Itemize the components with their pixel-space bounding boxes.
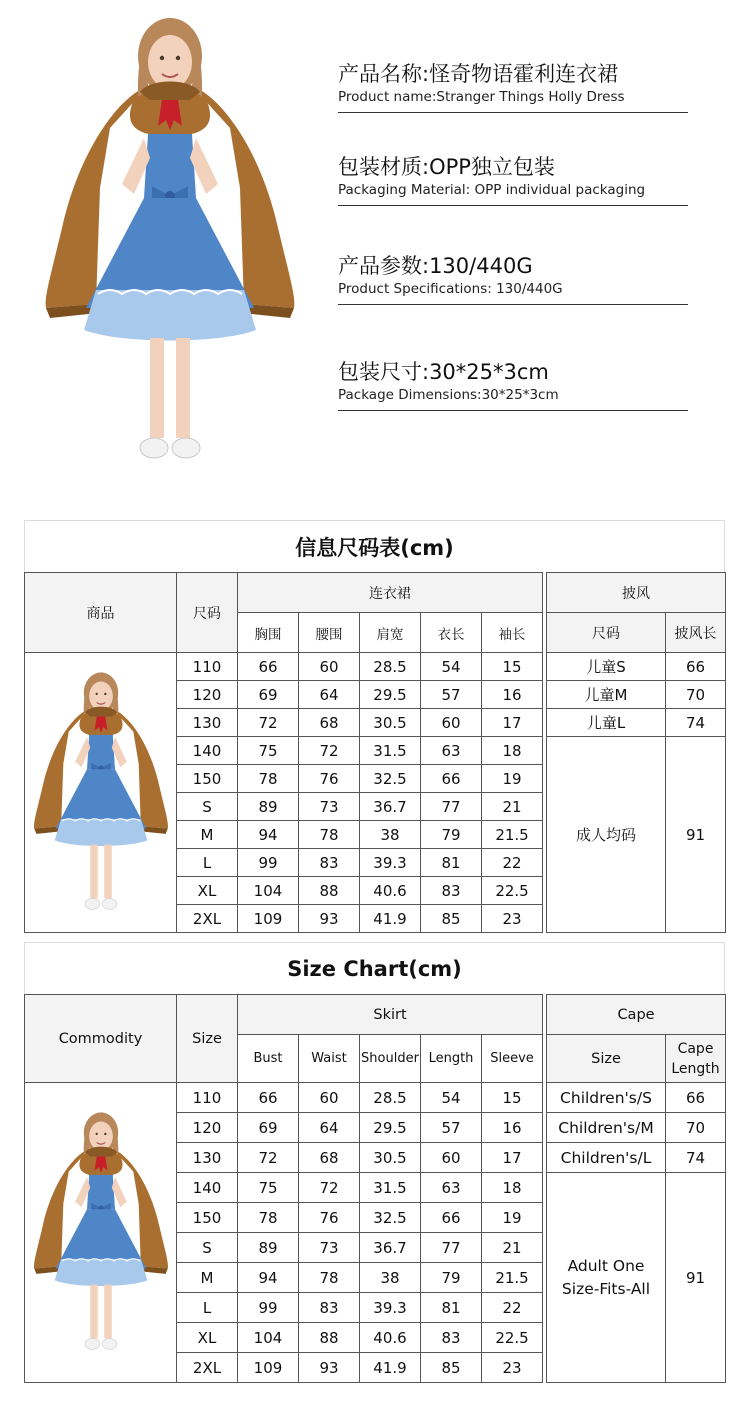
product-specs-block [338, 252, 688, 305]
cape-length-cell: 66 [666, 1083, 726, 1113]
measurement-cell: 39.3 [360, 849, 421, 877]
skirt-size-table-zh [24, 572, 543, 933]
cape-size-table-zh [546, 572, 726, 933]
size-cell: XL [177, 877, 238, 905]
measurement-cell: 16 [482, 681, 543, 709]
cape-adult-size-line1: Adult One [567, 1256, 645, 1275]
measurement-cell: 94 [238, 821, 299, 849]
cape-adult-length-cell: 91 [666, 1173, 726, 1383]
measurement-cell: 75 [238, 737, 299, 765]
cape-size-table-en [546, 994, 726, 1383]
measurement-cell: 22 [482, 849, 543, 877]
measurement-cell: 60 [421, 709, 482, 737]
measurement-cell: 60 [299, 653, 360, 681]
measurement-cell: 29.5 [360, 1113, 421, 1143]
measurement-cell: 104 [238, 1323, 299, 1353]
cape-length-header-line1: Cape [677, 1040, 714, 1057]
measurement-cell: 28.5 [360, 1083, 421, 1113]
commodity-photo [31, 1089, 171, 1377]
measurement-cell: 93 [299, 905, 360, 933]
cape-size-cell: 儿童M [547, 681, 666, 709]
size-cell: L [177, 849, 238, 877]
size-cell: S [177, 793, 238, 821]
measurement-cell: 75 [238, 1173, 299, 1203]
measurement-cell: 15 [482, 1083, 543, 1113]
cape-length-cell: 66 [666, 653, 726, 681]
product-specs-en: Product Specifications: 130/440G [338, 281, 563, 297]
cape-adult-length-cell: 91 [666, 737, 726, 933]
measurement-cell: 69 [238, 1113, 299, 1143]
size-cell: 130 [177, 1143, 238, 1173]
package-dimensions-zh: 包装尺寸:30*25*3cm [338, 360, 549, 384]
measurement-cell: 99 [238, 849, 299, 877]
cape-adult-size-line2: Size-Fits-All [561, 1279, 651, 1298]
measurement-cell: 88 [299, 877, 360, 905]
measurement-cell: 15 [482, 653, 543, 681]
measurement-cell: 30.5 [360, 1143, 421, 1173]
size-cell: 140 [177, 737, 238, 765]
size-cell: 150 [177, 765, 238, 793]
measurement-cell: 21 [482, 1233, 543, 1263]
size-row [25, 1083, 543, 1113]
commodity-header: 商品 [25, 573, 177, 653]
waist-header: Waist [299, 1035, 360, 1083]
size-cell: 130 [177, 709, 238, 737]
measurement-cell: 81 [421, 849, 482, 877]
measurement-cell: 54 [421, 653, 482, 681]
measurement-cell: 36.7 [360, 1233, 421, 1263]
measurement-cell: 83 [299, 849, 360, 877]
measurement-cell: 83 [421, 877, 482, 905]
measurement-cell: 22 [482, 1293, 543, 1323]
packaging-material-en: Packaging Material: OPP individual packaging [338, 182, 646, 198]
measurement-cell: 109 [238, 1353, 299, 1383]
measurement-cell: 64 [299, 1113, 360, 1143]
product-specs-zh: 产品参数:130/440G [338, 254, 533, 278]
measurement-cell: 72 [238, 1143, 299, 1173]
measurement-cell: 66 [238, 653, 299, 681]
packaging-material-block [338, 153, 688, 206]
shoulder-header: 肩宽 [360, 613, 421, 653]
measurement-cell: 31.5 [360, 1173, 421, 1203]
cape-length-cell: 74 [666, 709, 726, 737]
packaging-material-zh: 包装材质:OPP独立包装 [338, 155, 555, 179]
cape-size-cell: Children's/L [547, 1143, 666, 1173]
product-name-block [338, 60, 688, 113]
product-name-zh: 产品名称:怪奇物语霍利连衣裙 [338, 62, 619, 86]
measurement-cell: 18 [482, 737, 543, 765]
measurement-cell: 36.7 [360, 793, 421, 821]
commodity-header: Commodity [25, 995, 177, 1083]
measurement-cell: 41.9 [360, 905, 421, 933]
measurement-cell: 66 [421, 1203, 482, 1233]
commodity-photo-cell [25, 1083, 177, 1383]
bust-header: 胸围 [238, 613, 299, 653]
measurement-cell: 76 [299, 765, 360, 793]
measurement-cell: 32.5 [360, 1203, 421, 1233]
measurement-cell: 17 [482, 1143, 543, 1173]
measurement-cell: 83 [299, 1293, 360, 1323]
sleeve-header: Sleeve [482, 1035, 543, 1083]
measurement-cell: 63 [421, 737, 482, 765]
size-cell: M [177, 1263, 238, 1293]
measurement-cell: 57 [421, 1113, 482, 1143]
measurement-cell: 64 [299, 681, 360, 709]
measurement-cell: 60 [299, 1083, 360, 1113]
size-cell: 120 [177, 681, 238, 709]
size-row [25, 653, 543, 681]
size-cell: 140 [177, 1173, 238, 1203]
measurement-cell: 76 [299, 1203, 360, 1233]
commodity-photo-cell [25, 653, 177, 933]
commodity-photo [31, 659, 171, 927]
measurement-cell: 109 [238, 905, 299, 933]
measurement-cell: 32.5 [360, 765, 421, 793]
skirt-header: 连衣裙 [238, 573, 543, 613]
measurement-cell: 63 [421, 1173, 482, 1203]
measurement-cell: 73 [299, 1233, 360, 1263]
length-header: Length [421, 1035, 482, 1083]
size-cell: XL [177, 1323, 238, 1353]
measurement-cell: 54 [421, 1083, 482, 1113]
measurement-cell: 89 [238, 793, 299, 821]
measurement-cell: 38 [360, 1263, 421, 1293]
measurement-cell: 104 [238, 877, 299, 905]
measurement-cell: 85 [421, 1353, 482, 1383]
waist-header: 腰围 [299, 613, 360, 653]
measurement-cell: 77 [421, 1233, 482, 1263]
measurement-cell: 72 [299, 1173, 360, 1203]
measurement-cell: 78 [238, 765, 299, 793]
cape-header: 披风 [547, 573, 726, 613]
size-cell: 2XL [177, 905, 238, 933]
measurement-cell: 88 [299, 1323, 360, 1353]
measurement-cell: 19 [482, 1203, 543, 1233]
size-cell: 150 [177, 1203, 238, 1233]
measurement-cell: 16 [482, 1113, 543, 1143]
measurement-cell: 68 [299, 1143, 360, 1173]
measurement-cell: 94 [238, 1263, 299, 1293]
measurement-cell: 28.5 [360, 653, 421, 681]
measurement-cell: 23 [482, 905, 543, 933]
measurement-cell: 22.5 [482, 1323, 543, 1353]
size-chart-title-zh: 信息尺码表(cm) [24, 520, 725, 572]
cape-length-cell: 70 [666, 681, 726, 709]
measurement-cell: 78 [299, 1263, 360, 1293]
measurement-cell: 68 [299, 709, 360, 737]
measurement-cell: 31.5 [360, 737, 421, 765]
cape-adult-size-cell [547, 1173, 666, 1383]
cape-length-header [666, 1035, 726, 1083]
length-header: 衣长 [421, 613, 482, 653]
cape-length-cell: 70 [666, 1113, 726, 1143]
measurement-cell: 41.9 [360, 1353, 421, 1383]
measurement-cell: 39.3 [360, 1293, 421, 1323]
sleeve-header: 袖长 [482, 613, 543, 653]
measurement-cell: 77 [421, 793, 482, 821]
measurement-cell: 40.6 [360, 1323, 421, 1353]
measurement-cell: 72 [299, 737, 360, 765]
size-chart-title-en: Size Chart(cm) [24, 942, 725, 994]
measurement-cell: 72 [238, 709, 299, 737]
cape-size-header: Size [547, 1035, 666, 1083]
size-cell: 110 [177, 1083, 238, 1113]
skirt-header: Skirt [238, 995, 543, 1035]
cape-length-header: 披风长 [666, 613, 726, 653]
cape-size-cell: 儿童L [547, 709, 666, 737]
measurement-cell: 17 [482, 709, 543, 737]
size-cell: S [177, 1233, 238, 1263]
bust-header: Bust [238, 1035, 299, 1083]
size-header: Size [177, 995, 238, 1083]
cape-size-cell: Children's/M [547, 1113, 666, 1143]
measurement-cell: 83 [421, 1323, 482, 1353]
measurement-cell: 22.5 [482, 877, 543, 905]
cape-size-header: 尺码 [547, 613, 666, 653]
measurement-cell: 73 [299, 793, 360, 821]
measurement-cell: 29.5 [360, 681, 421, 709]
size-cell: 120 [177, 1113, 238, 1143]
cape-adult-size-cell: 成人均码 [547, 737, 666, 933]
measurement-cell: 23 [482, 1353, 543, 1383]
measurement-cell: 66 [421, 765, 482, 793]
package-dimensions-block [338, 358, 688, 411]
measurement-cell: 89 [238, 1233, 299, 1263]
measurement-cell: 78 [299, 821, 360, 849]
measurement-cell: 21.5 [482, 821, 543, 849]
measurement-cell: 57 [421, 681, 482, 709]
measurement-cell: 30.5 [360, 709, 421, 737]
size-cell: M [177, 821, 238, 849]
package-dimensions-en: Package Dimensions:30*25*3cm [338, 387, 559, 403]
measurement-cell: 78 [238, 1203, 299, 1233]
cape-header: Cape [547, 995, 726, 1035]
measurement-cell: 81 [421, 1293, 482, 1323]
size-cell: 2XL [177, 1353, 238, 1383]
size-cell: 110 [177, 653, 238, 681]
measurement-cell: 21.5 [482, 1263, 543, 1293]
measurement-cell: 60 [421, 1143, 482, 1173]
skirt-size-table-en [24, 994, 543, 1383]
cape-length-header-line2: Length [671, 1060, 720, 1077]
product-photo [40, 8, 300, 476]
size-cell: L [177, 1293, 238, 1323]
measurement-cell: 99 [238, 1293, 299, 1323]
measurement-cell: 66 [238, 1083, 299, 1113]
measurement-cell: 21 [482, 793, 543, 821]
measurement-cell: 69 [238, 681, 299, 709]
cape-size-cell: 儿童S [547, 653, 666, 681]
product-name-en: Product name:Stranger Things Holly Dress [338, 89, 625, 105]
shoulder-header: Shoulder [360, 1035, 421, 1083]
measurement-cell: 85 [421, 905, 482, 933]
measurement-cell: 93 [299, 1353, 360, 1383]
cape-length-cell: 74 [666, 1143, 726, 1173]
measurement-cell: 18 [482, 1173, 543, 1203]
measurement-cell: 79 [421, 1263, 482, 1293]
measurement-cell: 38 [360, 821, 421, 849]
measurement-cell: 40.6 [360, 877, 421, 905]
measurement-cell: 79 [421, 821, 482, 849]
cape-size-cell: Children's/S [547, 1083, 666, 1113]
measurement-cell: 19 [482, 765, 543, 793]
size-header: 尺码 [177, 573, 238, 653]
